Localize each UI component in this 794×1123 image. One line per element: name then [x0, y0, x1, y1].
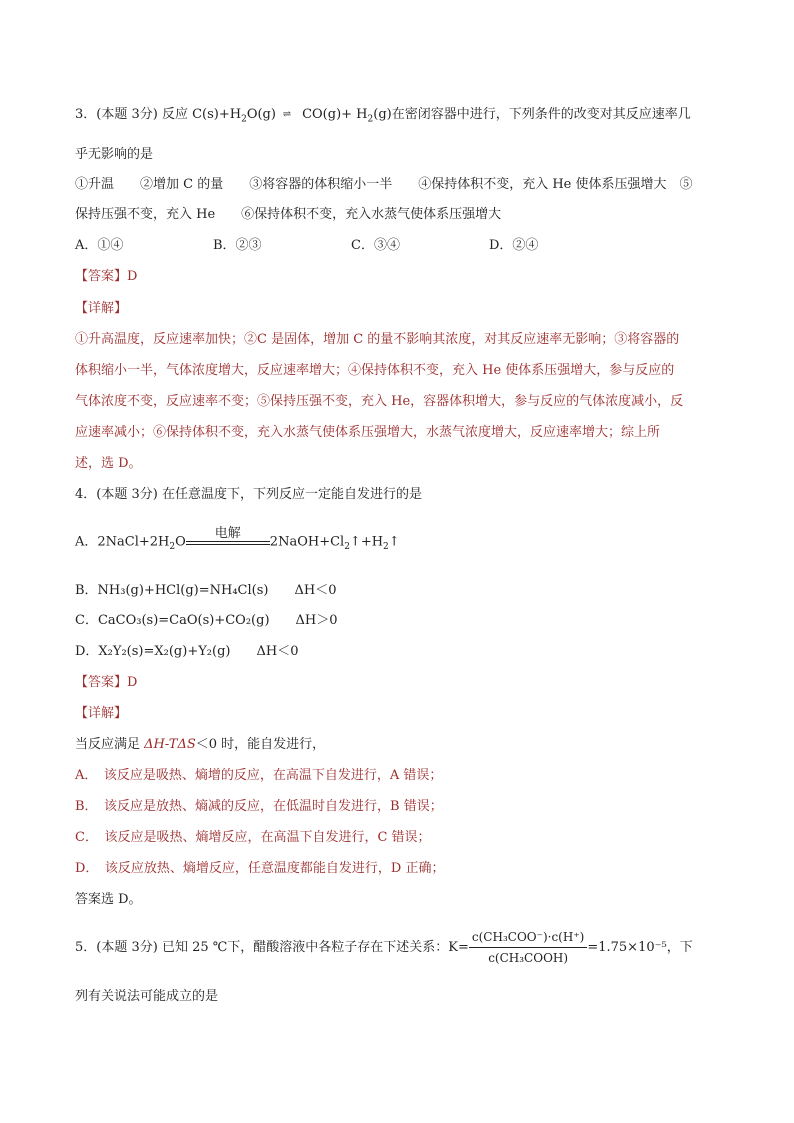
- double-bar-icon: [186, 541, 270, 545]
- q5-stem-cont: 列有关说法可能成立的是: [75, 989, 219, 1004]
- q4-option-a-right: 2NaOH+Cl: [269, 534, 345, 550]
- q4-option-a: A．$2NaCl+2H_2O$ 电解 $2NaOH+Cl_2↑+H_2↑$: [75, 526, 400, 553]
- q4-detail-item-b: B． 该反应是放热、熵减的反应，在低温时自发进行，B 错误；: [75, 799, 443, 814]
- q4-detail-label: 【详解】: [75, 706, 128, 721]
- q4-option-a-tail-2: ↑: [388, 534, 400, 550]
- q4-conclusion: 答案选 D。: [75, 892, 142, 907]
- q4-detail-item-c: C． 该反应是吸热、熵增反应，在高温下自发进行，C 错误；: [75, 830, 431, 845]
- q4-option-a-left: A．2NaCl+2H: [75, 534, 170, 550]
- q3-conditions-2: 保持压强不变，充入 He ⑥保持体积不变，充入水蒸气使体系压强增大: [75, 207, 502, 222]
- q3-stem-text-4: (g)在密闭容器中进行，下列条件的改变对其反应速率几: [373, 107, 691, 122]
- q5-fraction-numerator: c(CH₃COO⁻)·c(H⁺): [469, 928, 587, 948]
- q4-option-d: D．X₂Y₂(s)=X₂(g)+Y₂(g) ΔH＜0: [75, 644, 299, 659]
- q5-stem-a: 5．(本题 3分) 已知 25 ℃下，醋酸溶液中各粒子存在下述关系：K=: [75, 940, 469, 955]
- q3-detail-line-2: 体积缩小一半，气体浓度增大，反应速率增大；④保持体积不变，充入 He 使体系压强增大，参与反应的: [75, 363, 675, 378]
- q5-stem: [75, 928, 693, 967]
- q4-option-a-tail-1: ↑+H: [349, 534, 384, 550]
- q4-detail-intro: [75, 736, 325, 754]
- electrolysis-condition: 电解: [214, 526, 241, 541]
- q3-option-d: D．②④: [489, 238, 539, 253]
- q4-detail-intro-a: 当反应满足: [75, 737, 145, 752]
- q4-detail-intro-c: ＜0 时，能自发进行，: [195, 737, 326, 752]
- q4-stem: 4．(本题 3分) 在任意温度下，下列反应一定能自发进行的是: [75, 487, 422, 502]
- q5-fraction: [469, 928, 587, 967]
- q3-stem: 3．(本题 3分) 反应 $C(s)+H_2O(g)$ ⇌ $CO(g)+ H_2(g)$在密闭容器中进行，下列条件的改变对其反应速率几: [75, 107, 691, 125]
- q3-answer: 【答案】D: [75, 269, 138, 284]
- q3-stem-text-3: CO(g)+ H: [297, 107, 368, 122]
- q3-conditions-1: ①升温 ②增加 C 的量 ③将容器的体积缩小一半 ④保持体积不变，充入 He 使体系压强增大 ⑤: [75, 177, 693, 192]
- q3-option-a: A．①④: [75, 238, 124, 253]
- q5-stem-b: =1.75×10⁻⁵，下: [587, 940, 693, 955]
- q3-stem-cont: 乎无影响的是: [75, 147, 154, 162]
- q3-options: [75, 237, 538, 255]
- q3-detail-line-1: ①升高温度，反应速率加快；②C 是固体，增加 C 的量不影响其浓度，对其反应速率无影响；③将容器的: [75, 332, 680, 347]
- reversible-arrow-icon: ⇌: [282, 108, 292, 120]
- q4-detail-formula: ΔH-TΔS: [144, 737, 196, 752]
- q4-option-c: C．CaCO₃(s)=CaO(s)+CO₂(g) ΔH＞0: [75, 613, 338, 628]
- q4-detail-item-d: D． 该反应放热、熵增反应，任意温度都能自发进行，D 正确；: [75, 861, 445, 876]
- q4-option-b: B．NH₃(g)+HCl(g)=NH₄Cl(s) ΔH＜0: [75, 583, 337, 598]
- q3-detail-line-5: 述，选 D。: [75, 456, 142, 471]
- q3-stem-text-1: 3．(本题 3分) 反应 C(s)+H: [75, 107, 242, 122]
- q4-answer: 【答案】D: [75, 675, 138, 690]
- q3-option-c: C．③④: [351, 238, 400, 253]
- q4-option-a-mid: O: [175, 534, 186, 550]
- q3-detail-label: 【详解】: [75, 301, 128, 316]
- q5-fraction-denominator: c(CH₃COOH): [488, 951, 569, 965]
- q3-detail-line-3: 气体浓度不变，反应速率不变；⑤保持压强不变，充入 He，容器体积增大，参与反应的气体浓度减小，反: [75, 394, 684, 409]
- q3-stem-text-2: O(g): [246, 107, 276, 122]
- electrolysis-arrow: [186, 527, 270, 545]
- q4-detail-item-a: A． 该反应是吸热、熵增的反应，在高温下自发进行，A 错误；: [75, 768, 443, 783]
- q3-detail-line-4: 应速率减小；⑥保持体积不变，充入水蒸气使体系压强增大，水蒸气浓度增大，反应速率增大；综上所: [75, 425, 661, 440]
- q3-option-b: B．②③: [213, 238, 262, 253]
